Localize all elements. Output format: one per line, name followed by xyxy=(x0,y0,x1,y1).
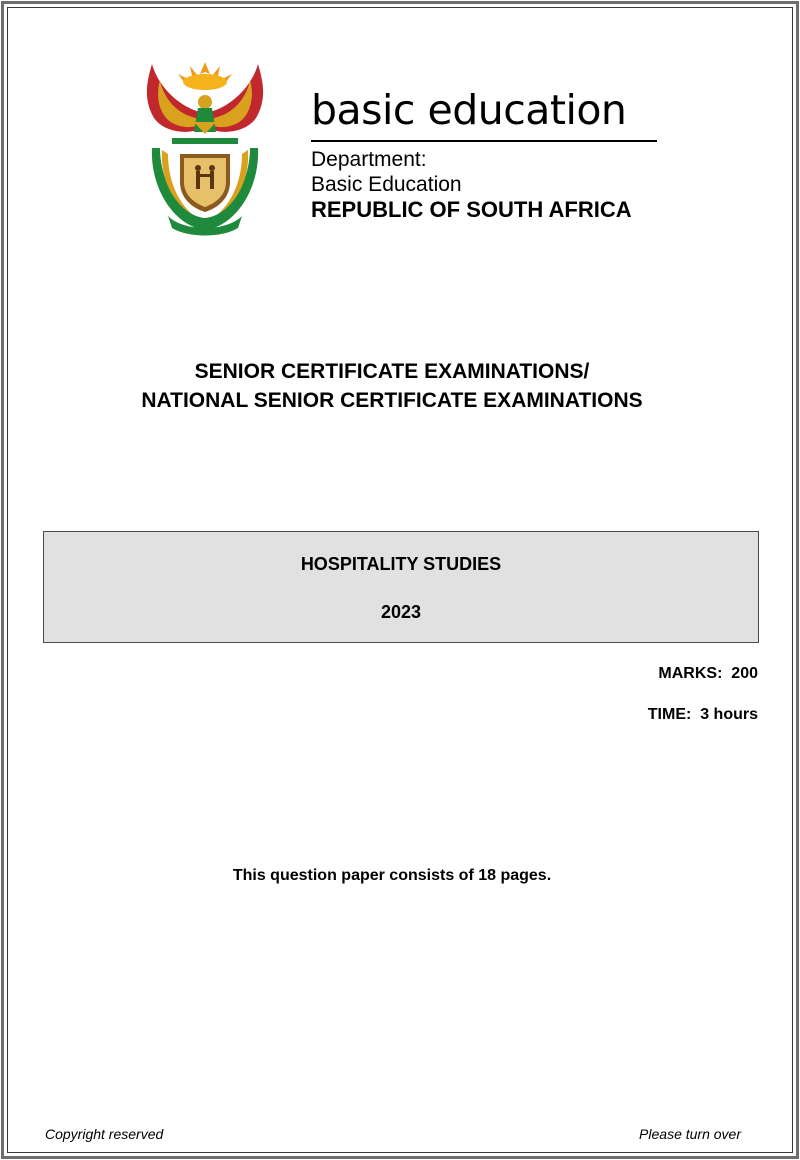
marks-total: MARKS: 200 xyxy=(658,665,758,682)
brand-underline xyxy=(311,140,657,142)
exam-title-line-1: SENIOR CERTIFICATE EXAMINATIONS/ xyxy=(194,360,590,383)
department-name: Basic Education xyxy=(311,173,462,196)
secretary-bird-icon xyxy=(194,95,216,134)
department-block xyxy=(311,147,632,222)
subject-name: HOSPITALITY STUDIES xyxy=(300,554,502,574)
footer-turn-over: Please turn over xyxy=(639,1126,741,1142)
sun-icon xyxy=(178,62,232,90)
coat-of-arms-logo xyxy=(138,58,272,236)
subject-box xyxy=(43,531,759,643)
brand-title: basic education xyxy=(311,86,627,134)
shield-icon xyxy=(180,154,230,212)
subject-year: 2023 xyxy=(380,602,422,622)
brand-block xyxy=(311,86,627,134)
page-count-note: This question paper consists of 18 pages. xyxy=(232,867,552,884)
time-allowed: TIME: 3 hours xyxy=(647,706,758,723)
exam-title-line-2: NATIONAL SENIOR CERTIFICATE EXAMINATIONS xyxy=(141,389,643,412)
department-label: Department: xyxy=(311,148,427,171)
footer-copyright: Copyright reserved xyxy=(45,1126,164,1142)
country-name: REPUBLIC OF SOUTH AFRICA xyxy=(311,197,632,222)
exam-title xyxy=(0,357,784,415)
